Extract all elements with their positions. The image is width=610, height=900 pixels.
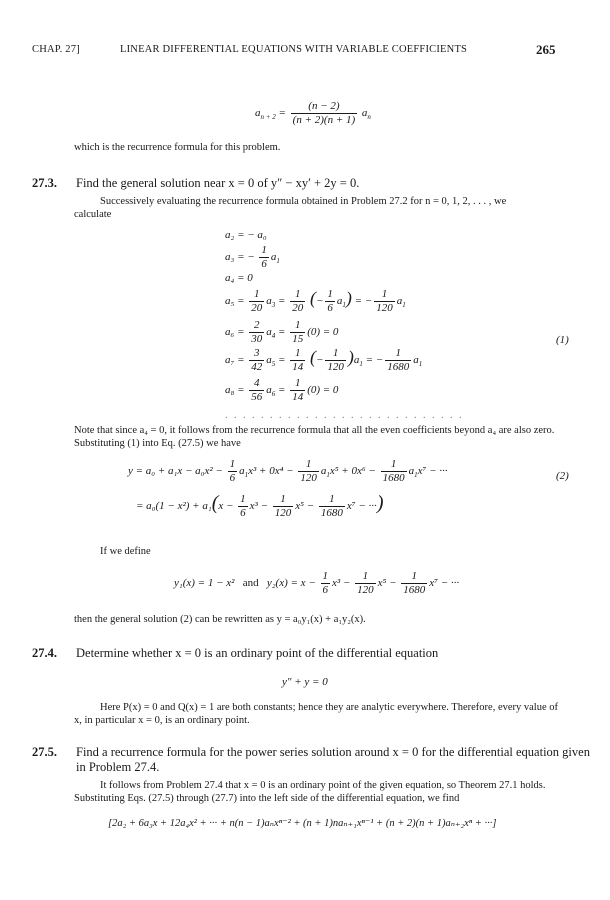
coefficient-a8: a₈ = $\frac{4}{56}$ $a_6$ = $\frac{1}{14}$ (0) = 0 [225,377,339,403]
series-expansion-line2: = a₀(1 − x²) + a₁(x − $\frac{1}{6}$ x³ − $\frac{1}{120}$ x⁵ − $\frac{1}{1680}$ x⁷ − ···) [136,492,384,519]
paragraph-line: If we define [100,546,151,557]
coefficient-a2: a₂ = − a₀ [225,229,267,241]
paragraph-line: x, in particular x = 0, is an ordinary point. [74,715,250,726]
equation-label-1: (1) [556,334,569,346]
problem-number-27-4: 27.4. [32,646,57,660]
equation-ode: y″ + y = 0 [282,676,328,688]
coefficient-a3: a₃ = − $\frac{1}{6}$ $a_1$ [225,244,280,270]
paragraph-line: Substituting (1) into Eq. (27.5) we have [74,438,241,449]
paragraph-line: Substituting Eqs. (27.5) through (27.7) into the left side of the differential equation, we find [74,793,460,804]
page-number: 265 [536,42,556,57]
coefficient-a7: a₇ = $\frac{3}{42}$ $a_5$ = $\frac{1}{14}$ (− $\frac{1}{120}$ )$a_1$ = − $\frac{1}{1680}$ $a_1$ [225,347,423,373]
coefficient-a5: a₅ = $\frac{1}{20}$ $a_3$ = $\frac{1}{20}$ (− $\frac{1}{6}$ $a_1$) = − $\frac{1}{120}$ $a_1$ [225,288,406,314]
equation-label-2: (2) [556,470,569,482]
recurrence-caption: which is the recurrence formula for this problem. [74,142,281,153]
coefficient-a6: a₆ = $\frac{2}{30}$ $a_4$ = $\frac{1}{15}$ (0) = 0 [225,319,339,345]
recurrence-formula: $a_{n + 2}$ = $\frac{(n - 2)}{(n + 2)(n + 1)}$ $a_n$ [255,100,371,126]
basis-definitions: y₁(x) = 1 − x² and y₂(x) = x − $\frac{1}{6}$ x³ − $\frac{1}{120}$ x⁵ − $\frac{1}{1680}$ x⁷ − ··· [174,570,460,596]
problem-statement-27-3: Find the general solution near x = 0 of y″ − xy′ + 2y = 0. [76,176,360,190]
paragraph-line: Here P(x) = 0 and Q(x) = 1 are both constants; hence they are analytic everywhere. Therefore, every value of [100,702,558,713]
problem-statement-27-5-cont: in Problem 27.4. [76,760,160,774]
bottom-equation: [2a₂ + 6a₃x + 12a₄x² + ··· + n(n − 1)aₙxⁿ⁻² + (n + 1)naₙ₊₁xⁿ⁻¹ + (n + 2)(n + 1)aₙ₊₂xⁿ + ···] [108,818,497,829]
series-expansion-line1: y = a₀ + a₁x − a₀x² − $\frac{1}{6}$ $a_1x^3 + 0x^4$ − $\frac{1}{120}$ $a_1x^5 + 0x^6$ − $\frac{1}{1680}$ $a_1x^7$ − ··· [128,458,448,484]
running-title: LINEAR DIFFERENTIAL EQUATIONS WITH VARIABLE COEFFICIENTS [120,44,468,55]
problem-statement-27-4: Determine whether x = 0 is an ordinary point of the differential equation [76,646,439,660]
coefficient-a4: a₄ = 0 [225,272,253,284]
paragraph-line: Note that since a₄ = 0, it follows from the recurrence formula that all the even coefficients beyond a₄ are also zero. [74,425,555,436]
paragraph-line: calculate [74,209,112,220]
paragraph-line: then the general solution (2) can be rewritten as y = a₀y₁(x) + a₁y₂(x). [74,614,366,625]
problem-number-27-5: 27.5. [32,745,57,759]
problem-number-27-3: 27.3. [32,176,57,190]
paragraph-line: Successively evaluating the recurrence formula obtained in Problem 27.2 for n = 0, 1, 2, . . . , we [100,196,507,207]
ellipsis-row: . . . . . . . . . . . . . . . . . . . . . . . . . . . [225,410,464,421]
chapter-label: CHAP. 27] [32,44,80,55]
problem-statement-27-5: Find a recurrence formula for the power series solution around x = 0 for the differential equation given [76,745,590,759]
paragraph-line: It follows from Problem 27.4 that x = 0 is an ordinary point of the given equation, so Theorem 27.1 holds. [100,780,546,791]
